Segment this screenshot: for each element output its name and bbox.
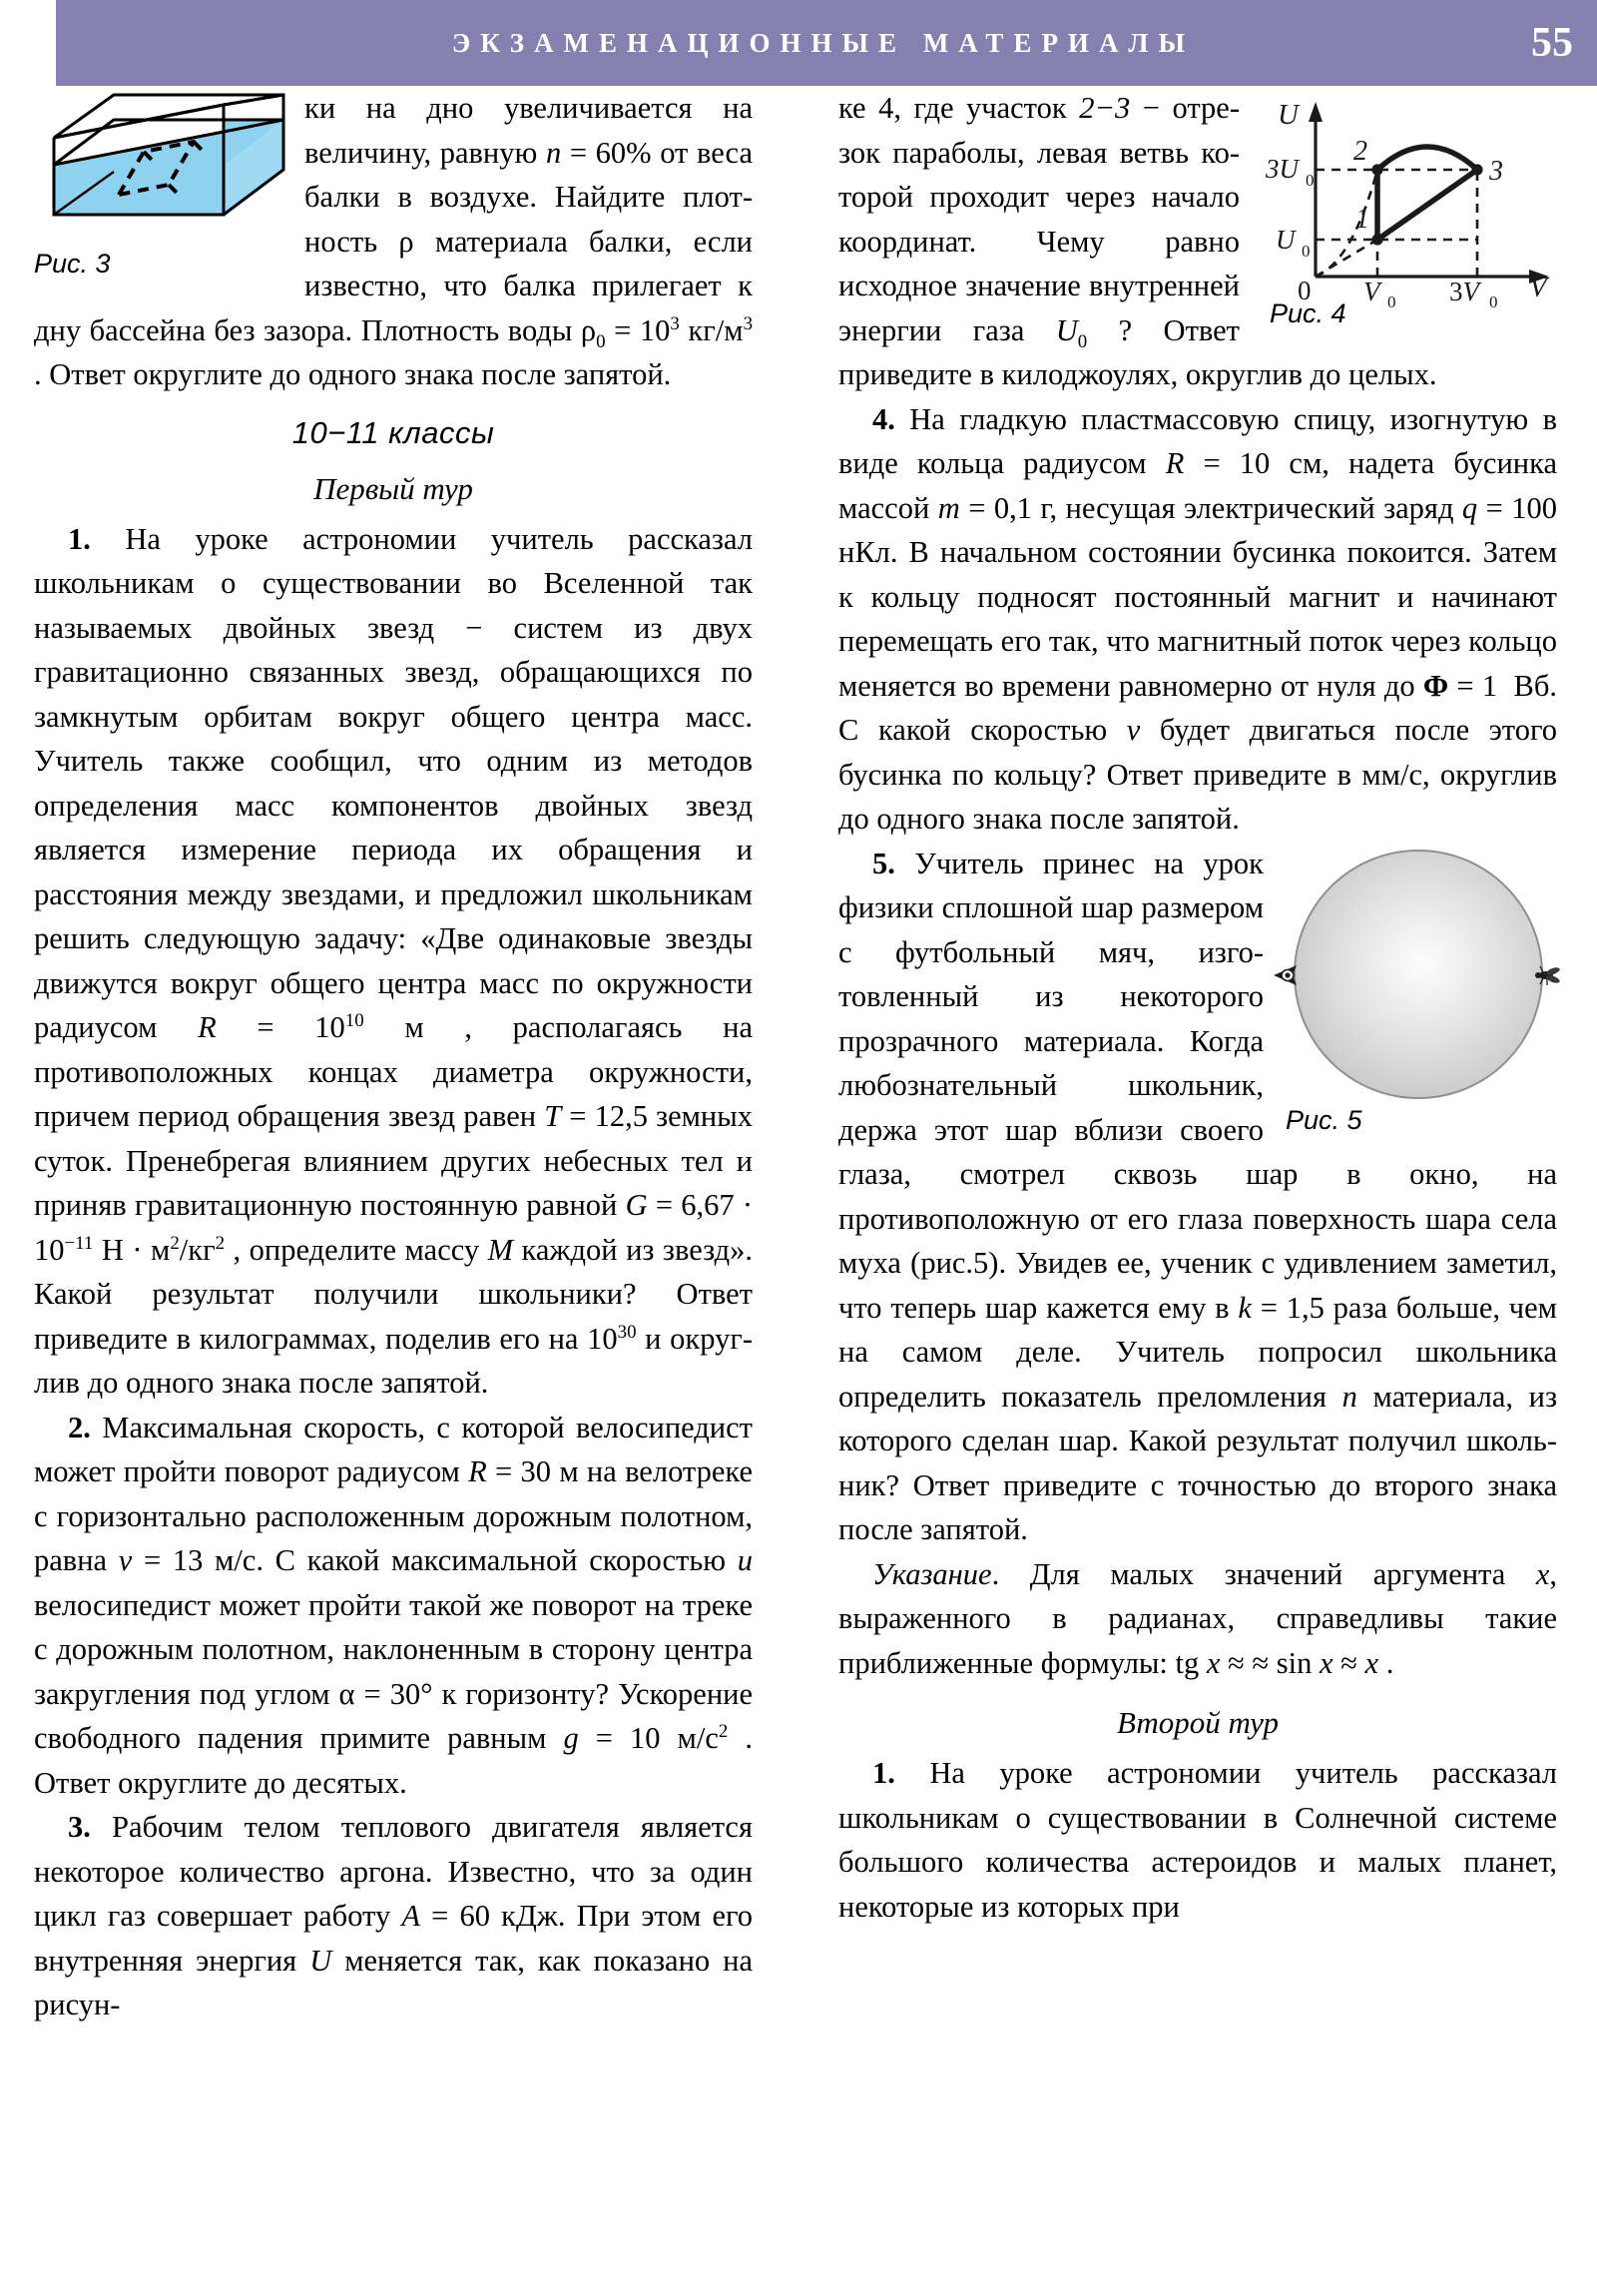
figure-3 (34, 90, 288, 280)
figure-4-caption: Рис. 4 (1270, 298, 1346, 328)
left-column (34, 86, 753, 2027)
svg-text:0: 0 (1302, 242, 1311, 261)
svg-text:V: V (1529, 272, 1547, 303)
svg-text:3: 3 (1489, 156, 1503, 187)
problem-3: 3. Рабочим телом теплового двигателя является некоторое количество аргона. Известно, что за один цикл газ совершает работу A = 60 кДж. При этом его внутренняя энергия U меняется так, как показано на рисун- (34, 1810, 753, 2021)
transparent-sphere-icon (1294, 850, 1543, 1099)
problem-tour2-1: 1. На уроке астрономии учитель рассказал школьникам о существовании в Солнечной системе большого количества астероидов и малых планет, некоторые из которых при (838, 1756, 1557, 1924)
figure-5-caption: Рис. 5 (1286, 1104, 1362, 1135)
right-column (838, 86, 1557, 1929)
internal-energy-volume-graph-icon (1258, 92, 1557, 311)
page-header-band (56, 0, 1597, 86)
svg-text:0: 0 (1489, 292, 1498, 311)
page-title: ЭКЗАМЕНАЦИОННЫЕ МАТЕРИАЛЫ (451, 27, 1196, 58)
svg-text:3V: 3V (1449, 277, 1479, 306)
pool-with-beam-3d-icon (34, 90, 288, 240)
figure-5 (1280, 850, 1557, 1136)
problem-5-hint: Указание. Для малых значений аргумента x, выраженного в радианах, справедливы такие приближенные формулы: tg x ≈ ≈ sin x ≈ x . (838, 1556, 1557, 1680)
problem-1: 1. На уроке астрономии учитель рассказал школьникам о существовании во Вселенной так называемых двойных звезд − систем из двух гравитационно связанных звезд, обращающихся по замкнутым орбитам вокруг общего центра масс. Учитель также сообщил, что одним из методов определения масс компонентов двойных звезд является измерение периода их обращения и расстояния между звездами, и предложил школьникам решить следующую задачу: «Две одинаковые звезды движутся вокруг общего центра масс по окружности радиусом $R = 10^{10}$ м , располагаясь на противоположных концах диаметра окружности, причем период обращения звезд равен T = 12,5 земных суток. Пренебрегая влиянием других небесных тел и приняв гравитационную постоянную равной $G = 6,67 \cdot 10^{-11}$ $Н \cdot м^2/кг^2$ , определите массу M каждой из звезд». Какой результат получили школьники? Ответ приведите в килограммах, поделив его на $10^{30}$ и округлив до одного знака после запятой. (34, 521, 754, 1400)
svg-text:0: 0 (1298, 276, 1312, 305)
figure-3-caption: Рис. 3 (34, 249, 111, 279)
heading-classes: 10−11 классы (291, 414, 495, 450)
eye-icon (1273, 963, 1303, 987)
svg-text:2: 2 (1353, 136, 1367, 167)
svg-text:3U: 3U (1266, 154, 1299, 184)
figure-4 (1258, 92, 1557, 329)
page-body (0, 86, 1597, 2296)
paragraph-continued-left: ки на дно увеличивается на величину, равную n = 60% от веса балки в воздухе. Найдите плотность ρ материала балки, если известно, что балка прилегает к дну бассейна без зазора. Плотность воды $\rho_0 = 10^3$ $кг/м^3$ . Ответ округлите до одного знака после запятой. (34, 91, 754, 391)
problem-5: 5. Учитель принес на урок физики сплошной шар размером с футбольный мяч, изготовленный из некоторого прозрачного материала. Когда любознательный школьник, держа этот шар вблизи своего глаза, смотрел сквозь шар в окно, на противоположную от его глаза поверхность шара села муха (рис.5). Увидев ее, ученик с удивлением заметил, что теперь шар кажется ему в k = 1,5 раза больше, чем на самом деле. Учитель попросил школьника определить показатель преломления n материала, из которого сделан шар. Какой результат получил школьник? Ответ приведите с точностью до второго знака после запятой. (838, 846, 1557, 1546)
page-number: 55 (1531, 20, 1573, 66)
heading-first-tour: Первый тур (313, 470, 473, 506)
paragraph-continued-right: ке 4, где участок 2−3 − отрезок параболы, левая ветвь которой проходит через начало координат. Чему равно исходное значение внутренней энергии газа $U_0$ ? Ответ приведите в килоджоулях, округлив до целых. (838, 91, 1437, 391)
svg-text:0: 0 (1387, 292, 1396, 311)
problem-2: 2. Максимальная скорость, с которой велосипедист может пройти поворот радиусом R = 30 м на велотреке с горизонтально расположенным дорожным полотном, равна v = 13 м/с. С какой максимальной скоростью u велосипедист может пройти такой же поворот на треке с дорожным полотном, наклоненным в сторону центра закругления под углом α = 30° к горизонту? Ускорение свободного падения примите равным g = 10 $м/с^2$ . Ответ округлите до десятых. (34, 1410, 754, 1800)
fly-icon (1533, 963, 1561, 987)
hint-label: Указание (872, 1556, 992, 1591)
svg-text:0: 0 (1306, 171, 1315, 190)
heading-second-tour: Второй тур (1117, 1705, 1279, 1740)
svg-text:U: U (1276, 225, 1296, 255)
svg-text:U: U (1278, 99, 1299, 131)
svg-text:V: V (1363, 277, 1380, 306)
problem-4: 4. На гладкую пластмассовую спицу, изогнутую в виде кольца радиусом R = 10 см, надета бусинка массой m = 0,1 г, несущая электрический заряд q = 100 нКл. В начальном состоянии бусинка покоится. Затем к кольцу подносят постоянный магнит и начинают перемещать его так, что магнитный поток через кольцо меняется во времени равномерно от нуля до Φ = 1 Вб. С какой скоростью v будет двигаться после этого бусинка по кольцу? Ответ приведите в мм/с, округлив до одного знака после запятой. (838, 401, 1558, 836)
svg-text:1: 1 (1355, 204, 1369, 235)
